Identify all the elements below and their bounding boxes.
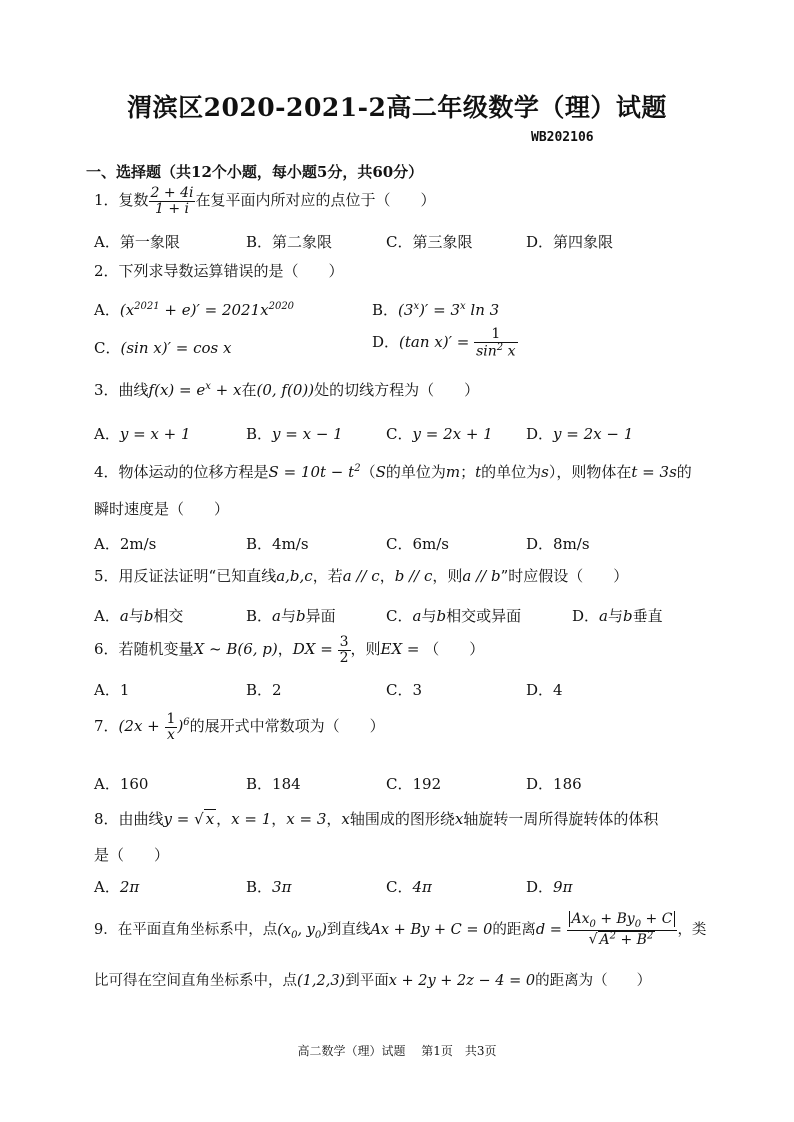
option-c: C．y = 2x + 1 [386,425,493,443]
option-b: B．y = x − 1 [246,425,343,443]
option-d: D．第四象限 [526,233,614,251]
option-a: A．160 [94,775,149,793]
section-title: 一、选择题（共12个小题，每小题5分，共60分） [86,163,424,181]
question-2-options-ab [94,299,714,321]
option-c: C．第三象限 [386,233,473,251]
question-8-line-2: 是（ ） [94,846,170,864]
option-d: D．(tan x)′ = $\frac{1}{\sin^2 x}$ [372,326,516,360]
exam-code: WB202106 [531,130,594,145]
question-6: 6．若随机变量X ~ B(6, p)，DX = $\frac{3}{2}$ ，则EX = （ ） [94,634,485,666]
option-d: D．9π [526,878,573,896]
option-b: B．$(3^x)' = 3^x$ ln 3 [372,301,500,319]
question-2: 2．下列求导数运算错误的是（ ） [94,262,344,280]
option-b: B．第二象限 [246,233,333,251]
question-8-line-1: 8．由曲线y = √ x ，x = 1，x = 3，x轴围成的图形绕x轴旋转一周所得旋转体的体积 [94,810,659,828]
question-7: 7．(2x + $\frac{1}{x}$ )$^6$的展开式中常数项为（ ） [94,711,385,743]
option-d: D．4 [526,681,563,699]
question-1: 1．复数 $\frac{2 + 4i}{1 + i}$ 在复平面内所对应的点位于（ ） [94,185,436,217]
question-9-line-2: 比可得在空间直角坐标系中，点(1,2,3)到平面x + 2y + 2z − 4 = 0的距离为（ ） [94,973,652,989]
question-7-options [94,773,714,795]
question-5: 5．用反证法证明“已知直线a,b,c，若a // c，b // c，则a // b”时应假设（ ） [94,567,629,585]
option-a: A．a与b相交 [94,607,184,625]
question-8-options [94,876,714,898]
question-3: 3．曲线$f(x) = e^x + x$在(0, f(0))处的切线方程为（ ） [94,381,480,399]
option-c: C．4π [386,878,432,896]
option-a: A．2m/s [94,535,157,553]
fraction: $\frac{2 + 4i}{1 + i}$ [150,185,194,217]
option-a: A．第一象限 [94,233,180,251]
option-a: A．$(x^{2021} + e)' = 2021x^{2020}$ [94,301,295,319]
question-4-line-2: 瞬时速度是（ ） [94,500,230,518]
question-1-options [94,231,714,253]
option-d: D．186 [526,775,582,793]
option-b: B．3π [246,878,292,896]
option-a: A．2π [94,878,140,896]
option-b: B．a与b异面 [246,607,336,625]
option-d: D．8m/s [526,535,590,553]
option-c: C．a与b相交或异面 [386,607,522,625]
option-a: A．y = x + 1 [94,425,191,443]
question-4-line-1: 4．物体运动的位移方程是$S = 10t - t^2(S$的单位为m；t的单位为s），则物体在t = 3s的 [94,463,692,481]
question-5-options [94,605,714,627]
option-c: C．6m/s [386,535,449,553]
option-c: C．3 [386,681,423,699]
question-2-options-cd [94,326,714,360]
page-footer: 高二数学（理）试题 第1页 共3页 [297,1044,497,1058]
option-b: B．184 [246,775,301,793]
option-d: D．y = 2x − 1 [526,425,634,443]
question-4-options [94,533,714,555]
option-d: D．a与b垂直 [572,607,663,625]
question-6-options [94,679,714,701]
option-c: C．192 [386,775,442,793]
option-b: B．4m/s [246,535,309,553]
page-title: 渭滨区2020-2021-2高二年级数学（理）试题 [127,93,667,122]
question-9-line-1: 9．在平面直角坐标系中，点($x_0$, $y_0$)到直线Ax + By + C = 0的距离d = $\frac{Ax_0 + By_0 + C}{√ A^2 + B^2}$ ，类 [94,911,707,948]
question-3-options [94,423,714,445]
option-c: C．(sin x)′ = cos x [94,339,232,357]
option-b: B．2 [246,681,282,699]
option-a: A．1 [94,681,130,699]
